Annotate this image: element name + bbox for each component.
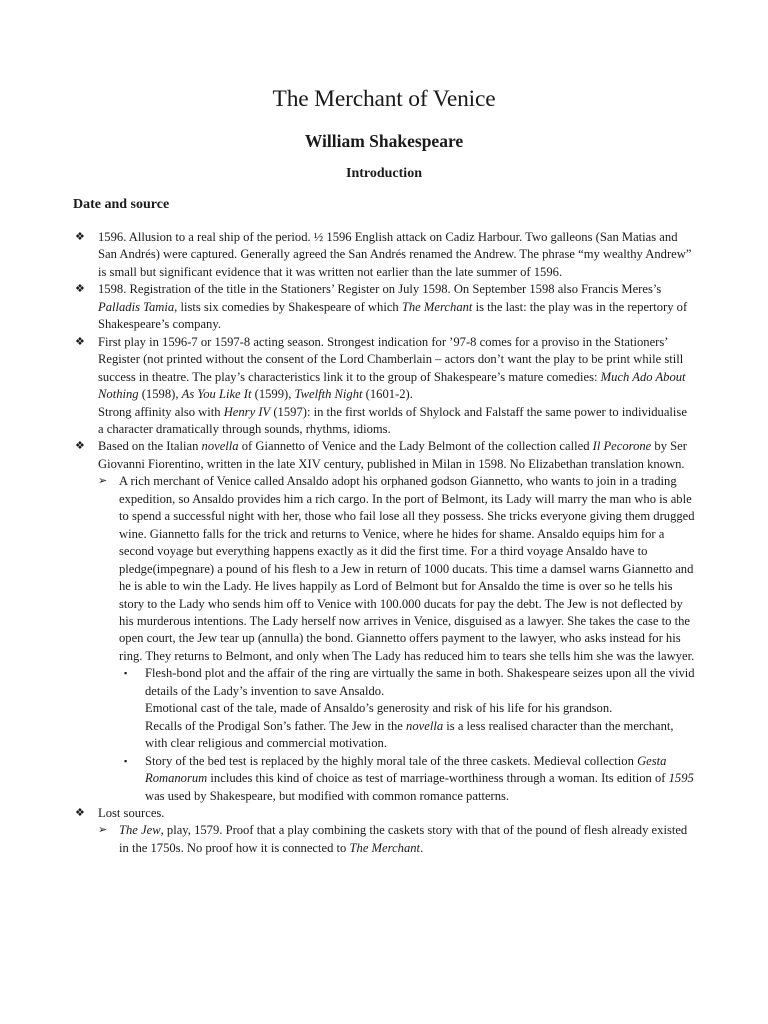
bullet-text: (1599), [251,387,295,402]
square-bullet-icon: ▪ [124,668,128,679]
document-author: William Shakespeare [304,131,464,151]
diamond-bullet-icon: ❖ [75,440,85,453]
italic-title: Palladis Tamia [98,299,175,314]
bullet-text: (1598), [138,387,182,402]
bullet-text: Strong affinity also with [98,404,224,419]
sub-list [96,822,695,857]
diamond-bullet-icon: ❖ [75,335,85,348]
arrow-bullet-icon: ➢ [98,824,108,837]
sub-list-item [96,473,695,805]
section-heading: Date and source [73,197,170,212]
bullet-text: by Ser Giovanni Fiorentino, written in the late XIV century, published in Milan in 1598. No Elizabethan translation known. [98,439,687,471]
sub-sub-text: was used by Shakespeare, but modified with common romance patterns. [145,788,510,803]
sub-list-item [96,822,695,857]
sub-sub-list-wrap [121,665,695,805]
list-item [73,334,695,439]
document-subtitle: Introduction [346,166,422,181]
diamond-bullet-icon: ❖ [75,231,85,243]
diamond-bullet-icon: ❖ [75,283,85,296]
diamond-bullet-icon: ❖ [75,806,85,819]
list-item [73,805,695,857]
sub-sub-text: Recalls of the Prodigal Son’s father. The Jew in the [145,718,407,733]
italic-title: Gesta Romanorum [145,753,667,786]
italic-title: 1595 [668,771,694,786]
bullet-text: (1601-2). [362,387,413,402]
square-bullet-icon: ▪ [124,755,128,766]
bullet-text: Based on the Italian [98,439,202,454]
italic-title: Much Ado About Nothing [98,369,686,402]
bullet-text: Lost sources. [98,805,165,820]
italic-title: The Jew [119,823,161,838]
italic-title: The Merchant [401,299,473,314]
sub-sub-text: Story of the bed test is replaced by the highly moral tale of the three caskets. Medieval collection [145,753,638,768]
bullet-text: 1596. Allusion to a real ship of the period. ½ 1596 English attack on Cadiz Harbour. Two galleons (San Matias and San Andrés) were captured. Generally agreed the San Andrés renamed the Andrew. The phrase “my wealthy Andrew” is small but significant evidence that it was written not earlier than the late summer of 1596. [98,230,692,279]
bullet-text: of Giannetto of Venice and the Lady Belmont of the collection called [238,439,593,454]
italic-title: novella [201,439,239,454]
bullet-list [73,229,695,857]
sub-list-wrap [96,822,695,857]
italic-title: Il Pecorone [592,439,652,454]
sub-sub-paragraph [145,718,695,753]
sub-bullet-text: . [420,840,424,855]
sub-sub-paragraph: Emotional cast of the tale, made of Ansaldo’s generosity and risk of his life for his grandson. [145,701,613,716]
sub-sub-list [121,665,695,805]
list-item [73,229,695,281]
italic-title: Henry IV [223,404,271,419]
sub-bullet-text: A rich merchant of Venice called Ansaldo adopt his orphaned godson Giannetto, who wants to join in a trading expedition, so Ansaldo provides him a rich cargo. In the port of Belmont, its Lady will marry the man who is able to spend a successful night with her, those who fail lose all they possess. She tricks everyone giving them drugged wine. Giannetto falls for the trick and returns to Venice, where he hides for shame. Ansaldo equips him for a second voyage but everything happens exactly as it did the first time. For a third voyage Ansaldo have to pledge(impegnare) a pound of his flesh to a Jew in return of 1000 ducats. This time a damsel warns Giannetto and he is able to win the Lady. He lives happily as Lord of Belmont but for Ansaldo the time is over so he tells his story to the Lady who sends him off to Venice with 100.000 ducats for pay the debt. The Jew is not deflected by his murderous intentions. The Lady herself now arrives in Venice, disguised as a lawyer. She takes the case to the open court, the Jew tear up (annulla) the bond. Giannetto offers payment to the lawyer, who asks instead for his ring. They returns to Belmont, and only when The Lady has reduced him to tears she tells him she was the lawyer. [119,474,695,663]
sub-sub-text: includes this kind of choice as test of marriage-worthiness through a woman. Its edition of [207,771,669,786]
italic-title: Twelfth Night [294,387,363,402]
sub-sub-list-item [121,753,695,805]
bullet-paragraph [98,404,695,439]
bullet-text: is the last: the play was in the repertory of Shakespeare’s company. [98,299,688,332]
list-item [73,281,695,333]
sub-sub-text: Flesh-bond plot and the affair of the ring are virtually the same in both. Shakespeare seizes upon all the vivid details of the Lady’s invention to save Ansaldo. [145,666,695,698]
document-body [73,229,695,857]
italic-title: novella [406,718,444,733]
sub-list [96,473,695,805]
document-title: The Merchant of Venice [272,86,496,112]
bullet-text: First play in 1596-7 or 1597-8 acting season. Strongest indication for ’97-8 comes for a proviso in the Stationers’ Register (not printed without the consent of the Lord Chamberlain – actors don’t want the play to be print while still success in theatre. The play’s characteristics link it to the group of Shakespeare’s mature comedies: [98,334,684,384]
list-item [73,438,695,805]
sub-list-wrap [96,473,695,805]
italic-title: The Merchant [349,840,421,855]
italic-title: As You Like It [181,387,252,402]
bullet-text: , lists six comedies by Shakespeare of which [174,299,402,314]
arrow-bullet-icon: ➢ [98,475,108,488]
bullet-text: (1597): in the first worlds of Shylock and Falstaff the same power to individualise a character dramatically through sounds, rhythms, idioms. [98,404,687,436]
bullet-text: 1598. Registration of the title in the Stationers’ Register on July 1598. On September 1598 also Francis Meres’s [98,282,662,297]
sub-bullet-text: , play, 1579. Proof that a play combining the caskets story with that of the pound of flesh already existed in the 1750s. No proof how it is connected to [119,823,688,855]
sub-sub-list-item [121,665,695,752]
sub-sub-text: is a less realised character than the merchant, with clear religious and commercial motivation. [145,718,674,751]
